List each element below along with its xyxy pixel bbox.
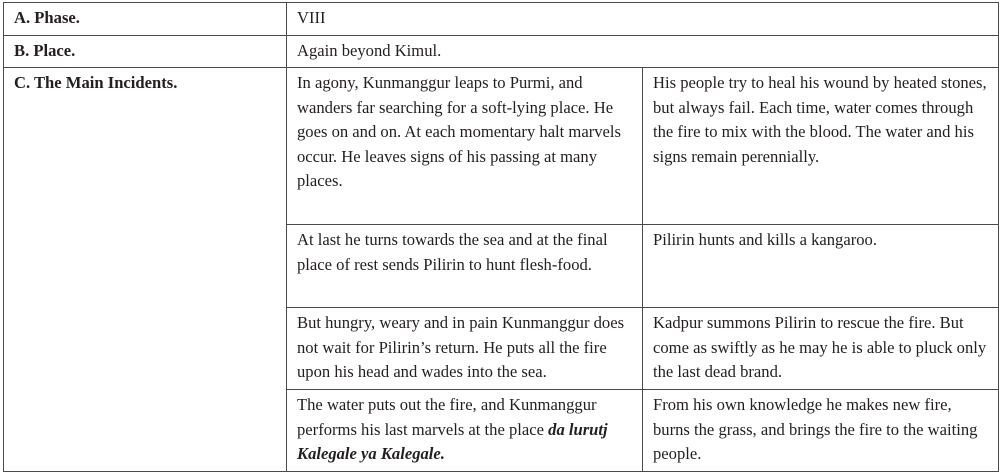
incident-right-cell: Kadpur summons Pilirin to rescue the fire. But come as swiftly as he may he is able to pluck only the last dead brand. <box>643 308 999 390</box>
incident-right-cell: His people try to heal his wound by heated stones, but always fail. Each time, water comes through the fire to mix with the blood. The water and his signs remain perennially. <box>643 68 999 225</box>
incident-right-cell: Pilirin hunts and kills a kangaroo. <box>643 225 999 308</box>
phase-value: VIII <box>287 3 999 36</box>
incident-row <box>4 68 999 225</box>
incidents-label: C. The Main Incidents. <box>4 68 287 472</box>
incident-left-cell <box>287 390 643 472</box>
incident-left-cell: In agony, Kunmanggur leaps to Purmi, and wanders far searching for a soft-lying place. He goes on and on. At each momentary halt marvels occur. He leaves signs of his passing at many places. <box>287 68 643 225</box>
place-row <box>4 35 999 68</box>
place-name-emphasis: da lurutj Kalegale ya Kalegale. <box>297 419 608 463</box>
incident-left-cell: But hungry, weary and in pain Kunmanggur does not wait for Pilirin’s return. He puts all the fire upon his head and wades into the sea. <box>287 308 643 390</box>
incidents-table <box>3 2 999 472</box>
incident-left-text: The water puts out the fire, and Kunmanggur performs his last marvels at the place <box>297 395 597 439</box>
place-value: Again beyond Kimul. <box>287 35 999 68</box>
incident-right-cell: From his own knowledge he makes new fire, burns the grass, and brings the fire to the waiting people. <box>643 390 999 472</box>
phase-row <box>4 3 999 36</box>
place-label: B. Place. <box>4 35 287 68</box>
incident-left-cell: At last he turns towards the sea and at the final place of rest sends Pilirin to hunt flesh-food. <box>287 225 643 308</box>
phase-label: A. Phase. <box>4 3 287 36</box>
